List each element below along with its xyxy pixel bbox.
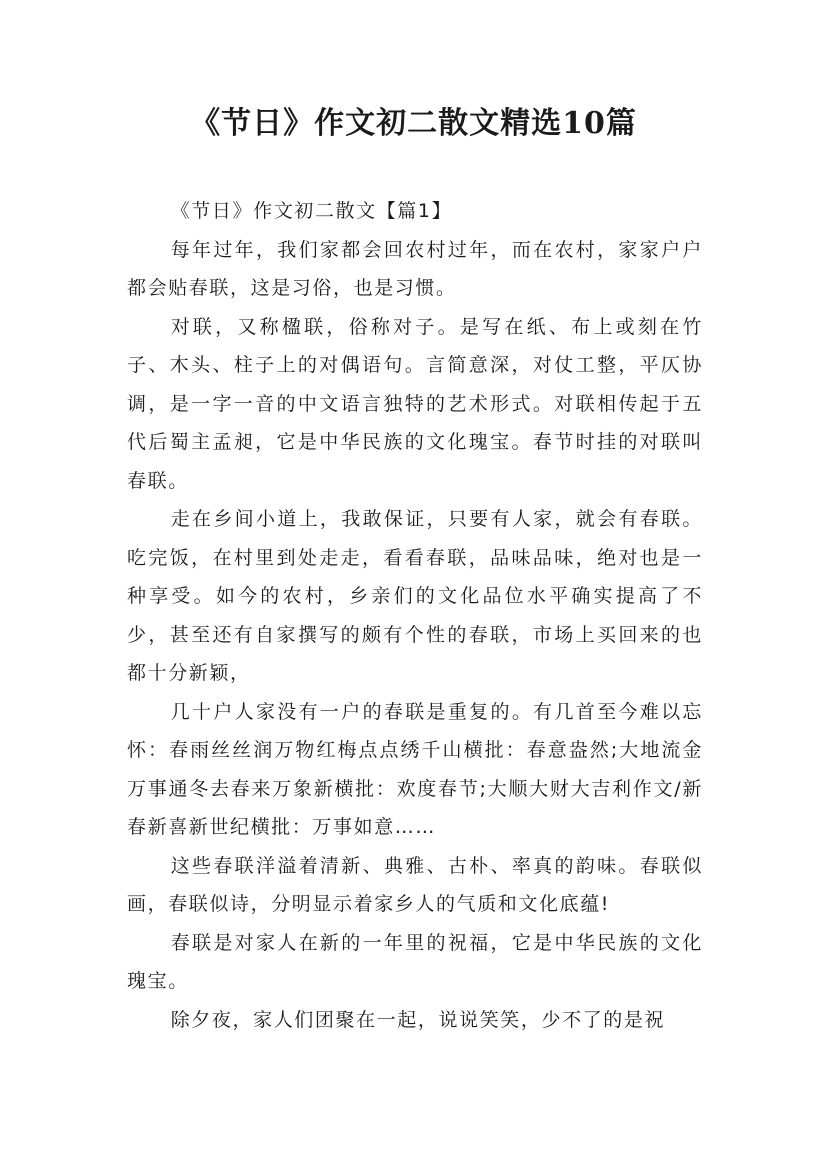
section-heading: 《节日》作文初二散文【篇1】	[170, 200, 453, 222]
paragraph-3: 走在乡间小道上，我敢保证，只要有人家，就会有春联。吃完饭，在村里到处走走，看看春联，品味品味，绝对也是一种享受。如今的农村，乡亲们的文化品位水平确实提高了不少，甚至还有自家撰写的颇有个性的春联，市场上买回来的也都十分新颖，	[127, 508, 703, 684]
paragraph-2: 对联，又称楹联，俗称对子。是写在纸、布上或刻在竹子、木头、柱子上的对偶语句。言简意深，对仗工整，平仄协调，是一字一音的中文语言独特的艺术形式。对联相传起于五代后蜀主孟昶，它是中华民族的文化瑰宝。春节时挂的对联叫春联。	[127, 315, 703, 492]
paragraph-6: 春联是对家人在新的一年里的祝福，它是中华民族的文化瑰宝。	[127, 931, 703, 992]
paragraph-5: 这些春联洋溢着清新、典雅、古朴、率真的韵味。春联似画，春联似诗，分明显示着家乡人的气质和文化底蕴!	[127, 854, 703, 915]
paragraph-7: 除夕夜，家人们团聚在一起，说说笑笑，少不了的是祝	[170, 1008, 666, 1031]
document-body	[127, 192, 703, 1039]
document-title: 《节日》作文初二散文精选10篇	[190, 106, 637, 141]
paragraph-1: 每年过年，我们家都会回农村过年，而在农村，家家户户都会贴春联，这是习俗，也是习惯。	[127, 238, 703, 299]
paragraph-4: 几十户人家没有一户的春联是重复的。有几首至今难以忘怀：春雨丝丝润万物红梅点点绣千山横批：春意盎然;大地流金万事通冬去春来万象新横批：欢度春节;大顺大财大吉利作文/新春新喜新世纪横批：万事如意……	[127, 700, 703, 838]
